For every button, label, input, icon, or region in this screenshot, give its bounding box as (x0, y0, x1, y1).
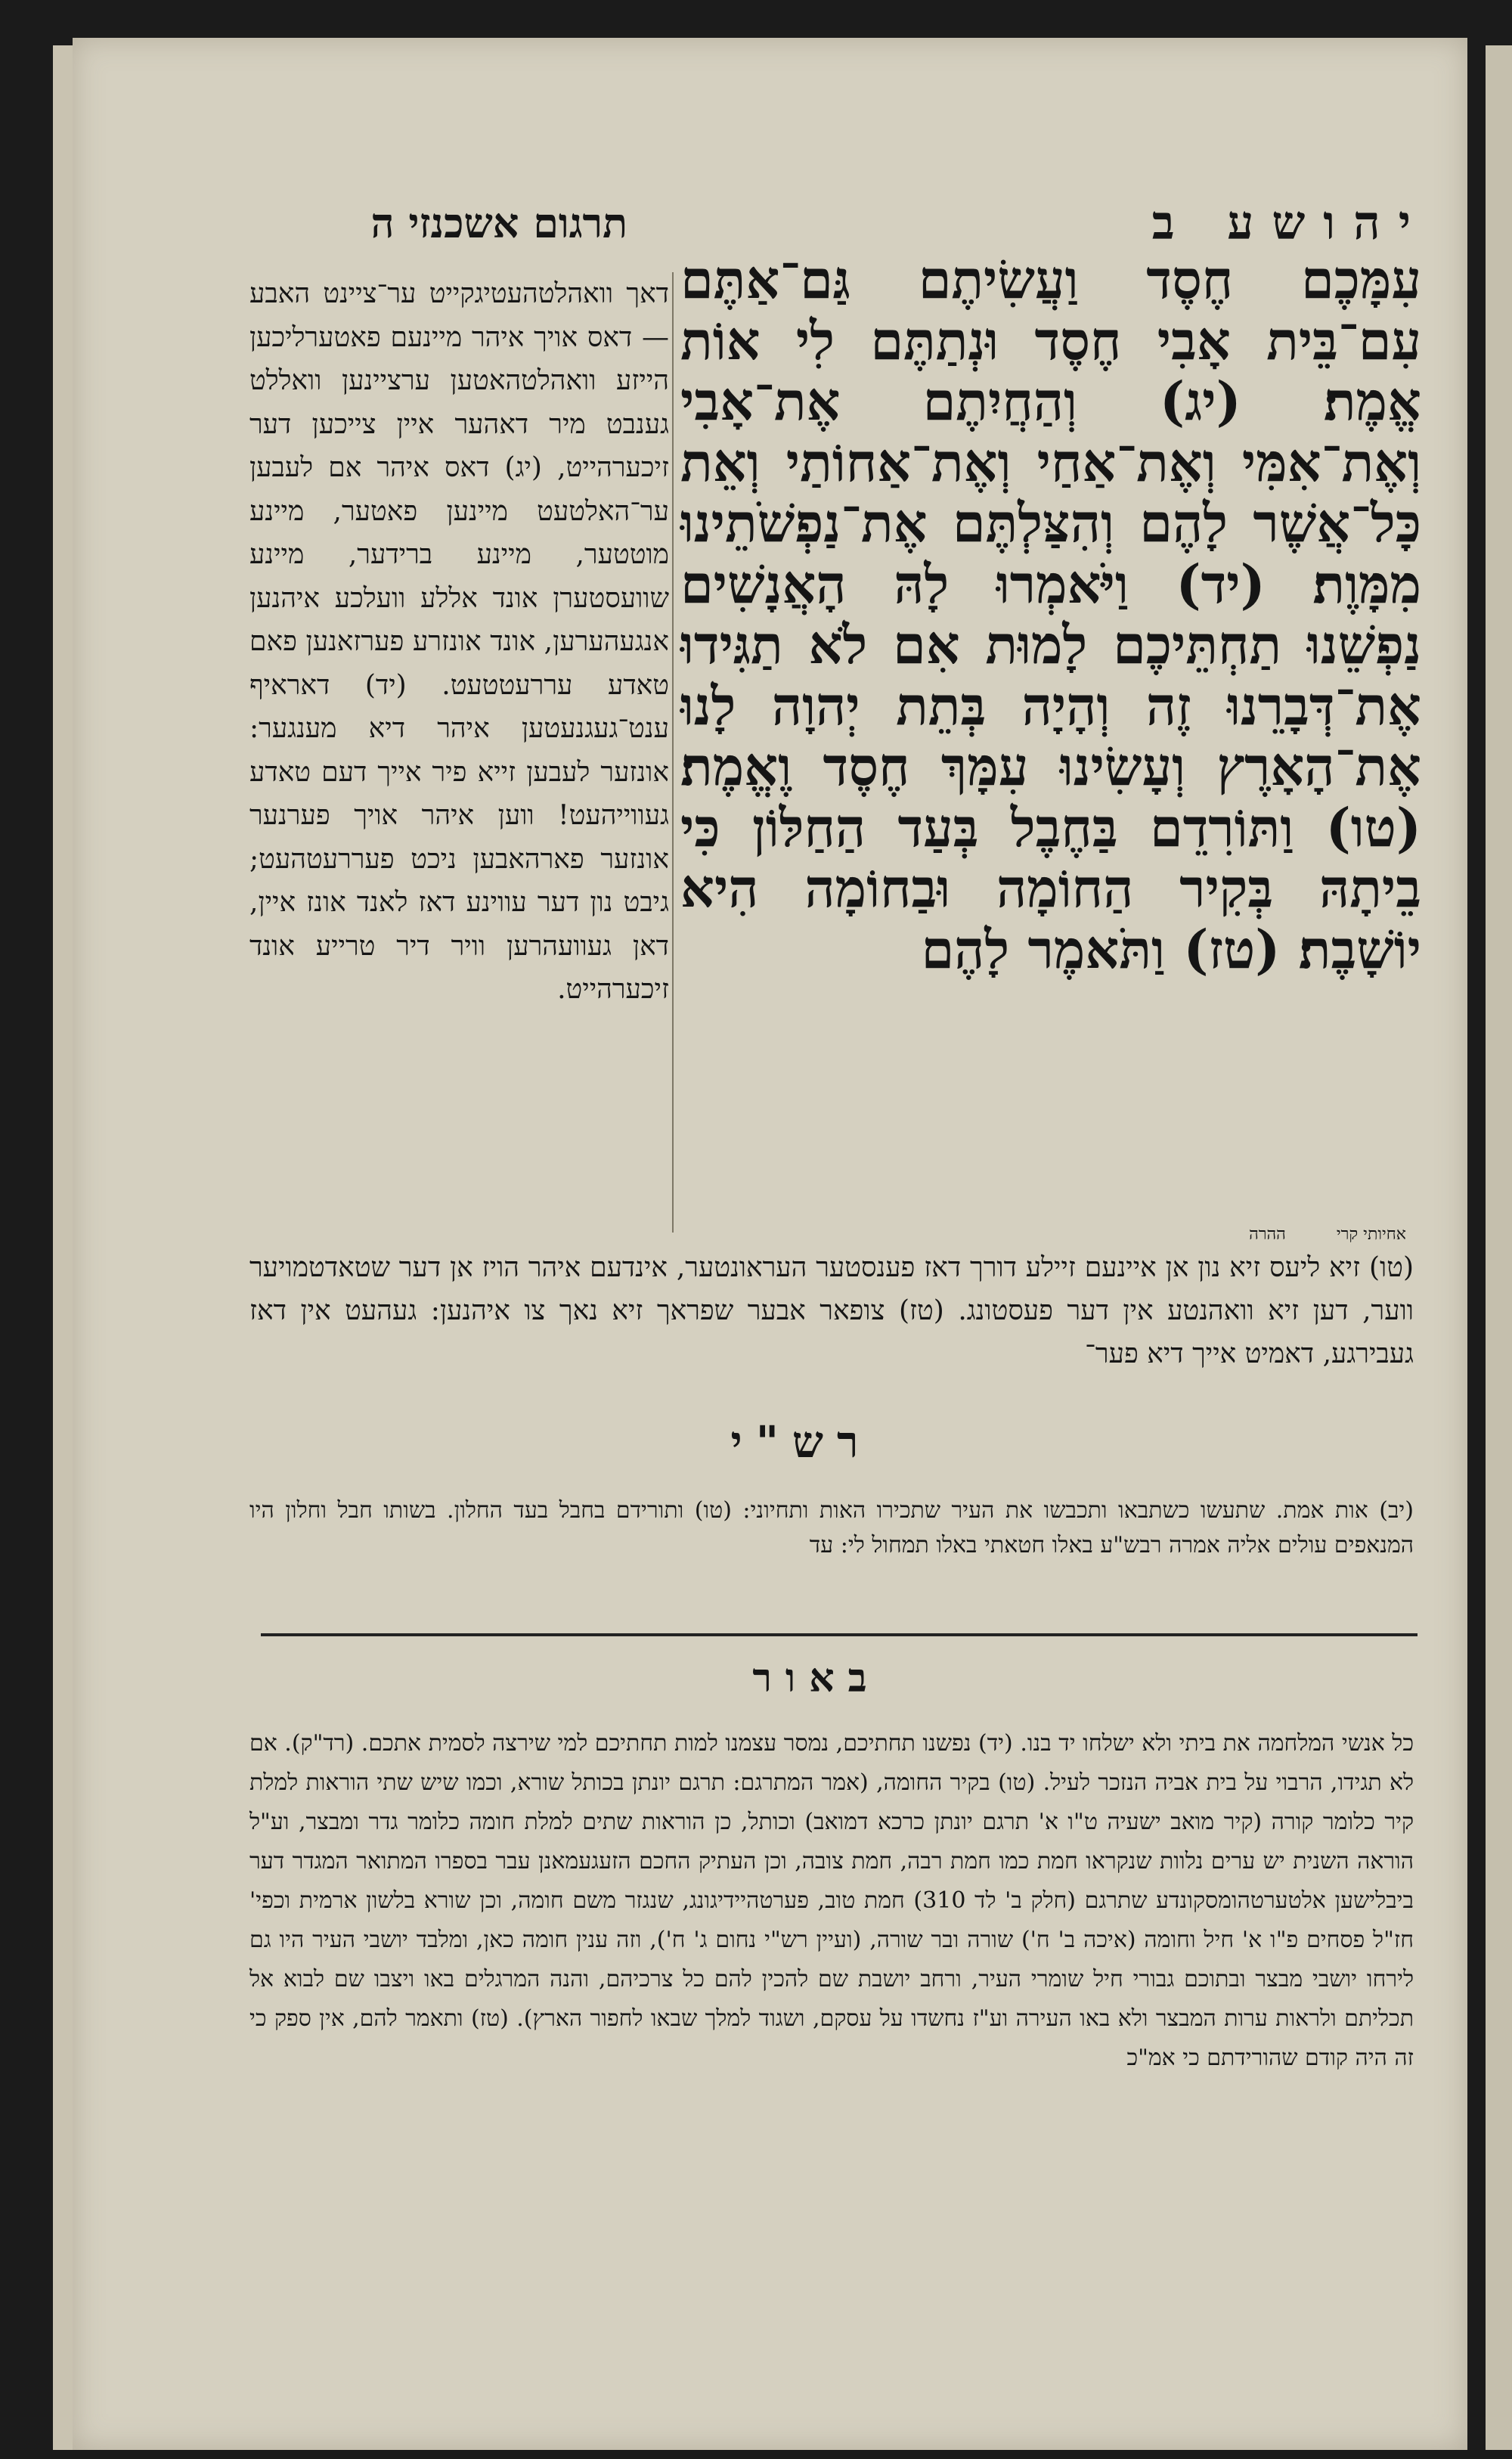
keri-note: אחיותי קרי (1336, 1225, 1406, 1244)
marginal-notes (680, 1223, 1406, 1246)
biur-commentary: כל אנשי המלחמה את ביתי ולא ישלחו יד בנו. (יד) נפשנו תחתיכם, נמסר עצמנו למות תחתיכם למי שירצה לסמית אתכם. (רד"ק). אם לא תגידו, הרבוי על בית אביה הנזכר לעיל. (טו) בקיר החומה, (אמר המתרגם: תרגם יונתן בכותל שורא, וכמו שיש שתי הוראות למלת קיר כלומר קורה (קיר מואב ישעיה ט"ו א' תרגם יונתן כרכא דמואב) וכותל, כן הוראות שתים למלת חומה כלומר גדר ומבצר, וע"ל הוראה השנית יש ערים נלוות שנקראו חמת כמו חמת רבה, חמת צובה, וכן העתיק החכם הזעגעמאנן עבר בספרו המתואר המגדר דער ביבלישען אלטערטהומסקונדע שתרגם (חלק ב' לד 310) חמת טוב, פערטהיידיגונג, שנגזר משם חומה, וכן שורא בלשון ארמית וכפי' חז"ל פסחים פ"ו א' חיל וחומה (איכה ב' ח') שורה ובר שורה, (ועיין רש"י נחום ג' ח'), וזה ענין חומה כאן, ומלבד יושבי העיר היו גם לירחו יושבי מבצר ובתוכם גבורי חיל שומרי העיר, ורחב יושבת שם להכין להם כל צרכיהם, והנה המרגלים באו ויצבו שם לבוא אל תכליתם ולראות ערות המבצר ולא באו העירה וע"ז נחשדו על עסקם, ושגוד למלך שבאו לחפור הארץ). (טז) ותאמר להם, אין ספק כי זה היה קודם שהורידתם כי אמ"כ (249, 1730, 1414, 2071)
facing-page-edge (1486, 45, 1512, 2450)
biur-heading: באור (752, 1655, 881, 1701)
book-chapter-header: יהושע ב (1151, 195, 1429, 250)
hebrew-scripture-text: עִמָּכֶם חֶסֶד וַעֲשִׂיתֶם גַּם־אַתֶּם עִם־בֵּית אָבִי חֶסֶד וּנְתַתֶּם לִי אוֹת אֱמֶת׃ (יג) וְהַחֲיִתֶם אֶת־אָבִי וְאֶת־אִמִּי וְאֶת־אַחַי וְאֶת־אַחוֹתַי וְאֵת כָּל־אֲשֶׁר לָהֶם וְהִצַּלְתֶּם אֶת־נַפְשֹׁתֵינוּ מִמָּוֶת׃ (יד) וַיֹּאמְרוּ לָהּ הָאֲנָשִׁים נַפְשֵׁנוּ תַחְתֵּיכֶם לָמוּת אִם לֹא תַגִּידוּ אֶת־דְּבָרֵנוּ זֶה וְהָיָה בְּתֵת יְהוָה לָנוּ אֶת־הָאָרֶץ וְעָשִׂינוּ עִמָּךְ חֶסֶד וֶאֱמֶת׃ (טו) וַתּוֹרִדֵם בַּחֶבֶל בְּעַד הַחַלּוֹן כִּי בֵיתָהּ בְּקִיר הַחוֹמָה וּבַחוֹמָה הִיא יוֹשָׁבֶת׃ (טז) וַתֹּאמֶר לָהֶם (680, 248, 1421, 981)
section-divider (261, 1633, 1418, 1636)
targum-translation-column: דאך וואהלטהעטיגקייט ער־ציינט האבע — דאס אויך איהר מיינעם פאטערליכען הייזע וואהלטהאטען ערציינען וואללט גענבט מיר דאהער איין צייכען דער זיכערהייט, (יג) דאס איהר אם לעבען ער־האלטעט מיינען פאטער, מיינע מוטטער, מיינע ברידער, מיינע שוועסטערן אונד אללע וועלכע איהנען אנגעהערען, אונד אונזרע פערזאנען פאם טאדע עררעטטעט. (יד) דאראיף ענט־געגנעטען איהר דיא מענגער: אונזער לעבען זייא פיר אייך דעם טאדע געווייהעט! ווען איהר אויך פערנער אונזער פארהאבען ניכט פעררעטהעט; גיבט נון דער עווינע דאז לאנד אונז איין, דאן געוועהרען וויר דיר טרייע אונד זיכערהייט. (249, 278, 669, 1005)
targum-continuation-text: (טו) זיא ליעס זיא נון אן איינעם זיילע דורך דאז פענסטער העראונטער, אינדעם איהר הויז אן דער שטאדטמויער ווער, דען זיא וואהנטע אין דער פעסטונג. (טז) צופאר אבער שפראך זיא נאך צו איהנען: געהעט אין דאז געבירגע, דאמיט אייך דיא פער־ (249, 1252, 1414, 1369)
column-divider (672, 272, 674, 1233)
targum-column-header: תרגום אשכנזי ה (370, 199, 627, 247)
rashi-commentary: (יב) אות אמת. שתעשו כשתבאו ותכבשו את העיר שתכירו האות ותחיוני: (טו) ותורידם בחבל בעד החלון. בשותו חבל וחלון היו המנאפים עולים אליה אמרה רבש"ע באלו חטאתי באלו תמחול לי: עד (249, 1497, 1414, 1558)
rashi-heading: רש"י (730, 1416, 872, 1468)
variant-note: ההרה (1249, 1225, 1286, 1244)
